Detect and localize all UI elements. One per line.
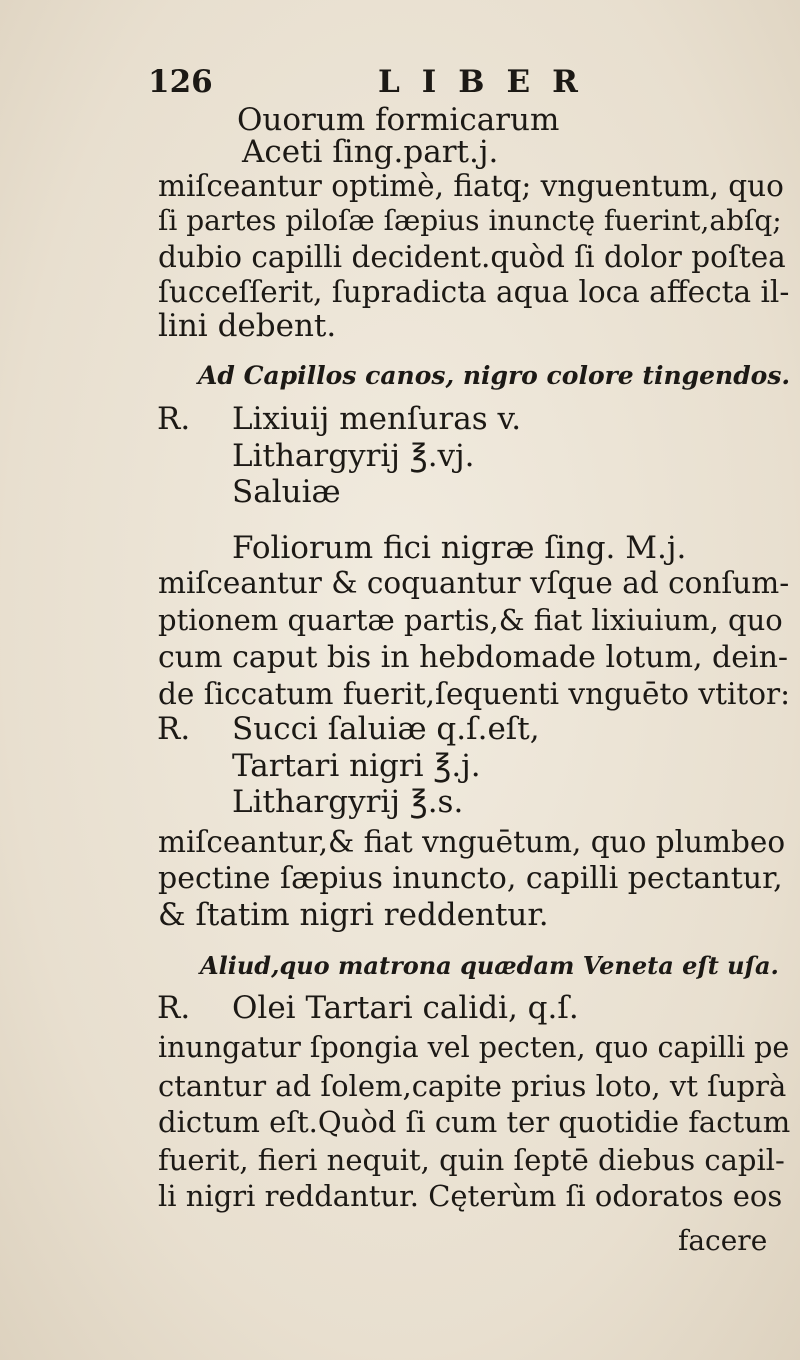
- text-line: & ſtatim nigri reddentur.: [158, 897, 549, 933]
- text-line: cum caput bis in hebdomade lotum, dein-: [158, 640, 789, 675]
- recipe-item: Foliorum fici nigræ ſing. M.j.: [232, 530, 687, 566]
- section-heading: Ad Capillos canos, nigro colore tingendos.: [198, 361, 791, 390]
- text-line: miſceantur,& fiat vnguētum, quo plumbeo: [158, 825, 786, 859]
- recipe-item: Lixiuij menſuras v.: [232, 401, 522, 437]
- text-line: dictum eſt.Quòd ſi cum ter quotidie factum: [158, 1105, 791, 1139]
- text-line: Ouorum formicarum: [237, 102, 560, 138]
- text-line: lini debent.: [158, 308, 337, 344]
- running-head: LIBER: [378, 64, 600, 100]
- text-line: ſucceſſerit, ſupradicta aqua loca affecta il-: [158, 275, 790, 309]
- recipe-item: Saluiæ: [232, 474, 341, 510]
- text-line: ptionem quartæ partis,& fiat lixiuium, quo: [158, 603, 783, 637]
- recipe-item: Tartari nigri ℥.j.: [232, 748, 481, 784]
- recipe-symbol: R.: [157, 711, 191, 747]
- text-line: inungatur ſpongia vel pecten, quo capilli pe: [158, 1031, 790, 1064]
- catchword: facere: [678, 1224, 768, 1257]
- text-line: pectine ſæpius inuncto, capilli pectantur,: [158, 861, 783, 896]
- text-line: Aceti ſing.part.j.: [242, 134, 499, 170]
- section-heading: Aliud,quo matrona quædam Veneta eſt uſa.: [200, 951, 779, 980]
- page-number: 126: [148, 64, 213, 100]
- recipe-item: Olei Tartari calidi, q.ſ.: [232, 990, 579, 1026]
- text-line: miſceantur optimè, fiatq; vnguentum, quo: [158, 169, 784, 203]
- recipe-item: Succi ſaluiæ q.ſ.eſt,: [232, 711, 540, 747]
- text-line: li nigri reddantur. Cęterùm ſi odoratos eos: [158, 1179, 783, 1213]
- text-line: dubio capilli decident.quòd ſi dolor poſtea: [158, 240, 786, 274]
- recipe-item: Lithargyrij ℥.s.: [232, 784, 464, 820]
- text-line: ſi partes piloſæ ſæpius inunctę fuerint,abſq;: [158, 204, 782, 237]
- text-line: de ſiccatum fuerit,ſequenti vnguēto vtitor:: [158, 677, 791, 711]
- recipe-symbol: R.: [157, 401, 191, 437]
- text-line: miſceantur & coquantur vſque ad conſum-: [158, 566, 790, 600]
- text-line: fuerit, fieri nequit, quin ſeptē diebus capil-: [158, 1143, 785, 1177]
- recipe-symbol: R.: [157, 990, 191, 1026]
- text-line: ctantur ad ſolem,capite prius loto, vt ſuprà: [158, 1069, 787, 1103]
- recipe-item: Lithargyrij ℥.vj.: [232, 438, 475, 474]
